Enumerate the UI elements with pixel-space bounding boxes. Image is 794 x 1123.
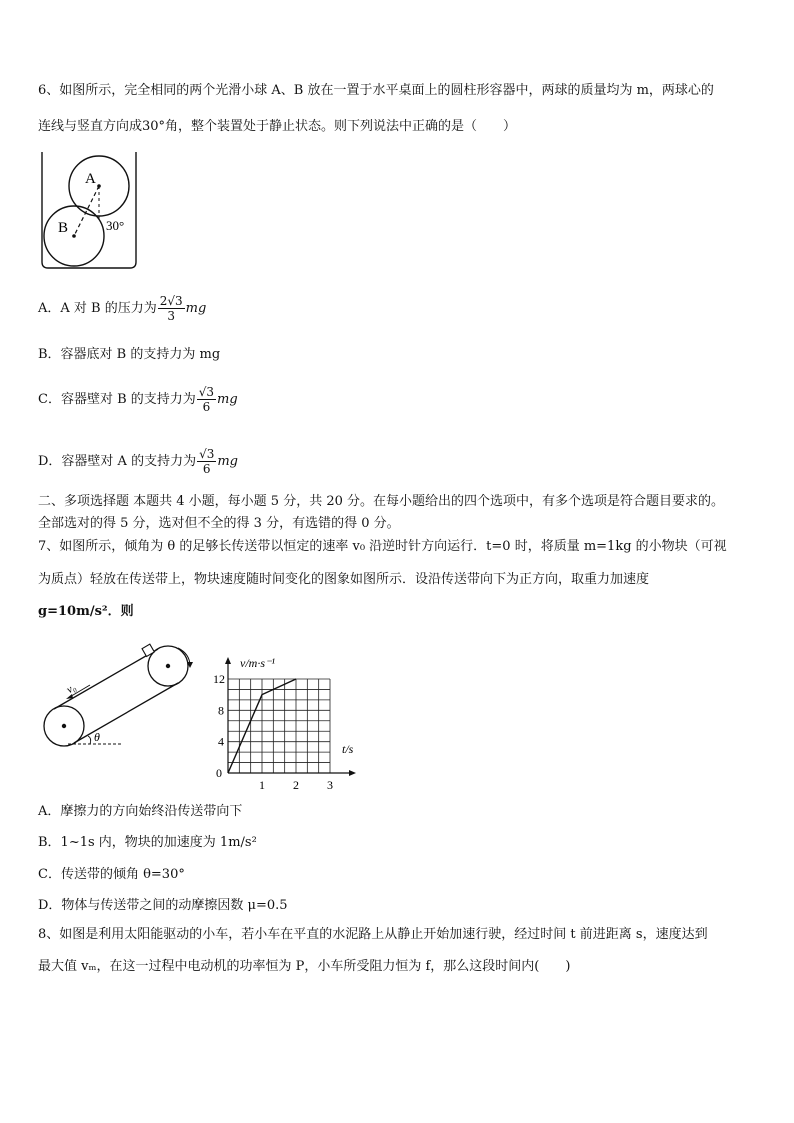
fraction-numerator: 2√3 (159, 294, 183, 308)
q6-container-figure (38, 150, 148, 275)
fraction-denominator: 6 (202, 462, 211, 476)
q7-option-b[interactable]: B．1~1s 内，物块的加速度为 1m/s² (38, 835, 257, 850)
belt-top (54, 649, 158, 709)
upper-pulley-axle (166, 664, 170, 668)
x-axis-label: t/s (342, 742, 354, 756)
lower-pulley-axle (62, 724, 66, 728)
q7-stem-line2: 为质点）轻放在传送带上，物块速度随时间变化的图象如图所示．设沿传送带向下为正方向，取重力加速度 (38, 572, 650, 587)
q6-option-c-fraction (197, 385, 216, 414)
y-tick-label: 8 (218, 703, 224, 718)
ball-b-label: B (58, 220, 69, 236)
block (142, 644, 154, 656)
belt-bottom (74, 683, 178, 743)
x-tick-label: 1 (259, 778, 265, 792)
y-axis-label: v/m·s⁻¹ (240, 656, 275, 670)
q8-stem-line2: 最大值 vₘ，在这一过程中电动机的功率恒为 P，小车所受阻力恒为 f，那么这段时间内( ) (38, 959, 571, 974)
fraction-denominator: 6 (202, 400, 211, 414)
y-axis-arrow (225, 657, 231, 664)
fraction-denominator: 3 (167, 309, 176, 323)
q7-stem-line1: 7、如图所示，倾角为 θ 的足够长传送带以恒定的速率 v₀ 沿逆时针方向运行．t=0 时，将质量 m=1kg 的小物块（可视 (38, 539, 727, 554)
origin-label: 0 (216, 766, 222, 780)
q6-option-d-fraction (197, 447, 216, 476)
q6-option-d[interactable] (38, 447, 238, 476)
theta-label: θ (94, 730, 100, 744)
vt-graph (210, 648, 360, 792)
fraction-numerator: √3 (198, 385, 215, 399)
v0-label: v₀ (64, 681, 79, 697)
x-axis-arrow (349, 770, 356, 776)
q6-option-a[interactable] (38, 294, 206, 323)
angle-label: 30° (106, 218, 125, 233)
mg-symbol: mg (185, 301, 207, 316)
q6-option-d-text: D．容器壁对 A 的支持力为 (38, 454, 197, 469)
center-line (74, 186, 99, 236)
y-tick-label: 12 (213, 672, 225, 686)
y-tick-label: 4 (218, 734, 224, 749)
q7-option-a[interactable]: A．摩擦力的方向始终沿传送带向下 (38, 804, 243, 819)
section2-line1: 二、多项选择题 本题共 4 小题，每小题 5 分，共 20 分。在每小题给出的四个选项中，有多个选项是符合题目要求的。 (38, 494, 725, 509)
q8-stem-line1: 8、如图是利用太阳能驱动的小车，若小车在平直的水泥路上从静止开始加速行驶，经过时间 t 前进距离 s，速度达到 (38, 927, 708, 942)
mg-symbol: mg (217, 392, 238, 407)
conveyor-belt-figure (40, 640, 200, 750)
q6-option-a-text: A．A 对 B 的压力为 (38, 301, 157, 316)
q7-option-d[interactable]: D．物体与传送带之间的动摩擦因数 μ=0.5 (38, 898, 288, 913)
q6-option-c-text: C．容器壁对 B 的支持力为 (38, 392, 196, 407)
q6-option-c[interactable] (38, 385, 238, 414)
fraction-numerator: √3 (199, 447, 215, 461)
q6-option-b[interactable]: B．容器底对 B 的支持力为 mg (38, 347, 221, 362)
q6-option-a-fraction (158, 294, 185, 323)
section2-line2: 全部选对的得 5 分，选对但不全的得 3 分，有选错的得 0 分。 (38, 516, 400, 531)
q6-stem-line2: 连线与竖直方向成30°角，整个装置处于静止状态。则下列说法中正确的是（ ） (38, 119, 517, 134)
mg-symbol: mg (217, 454, 239, 469)
x-tick-label: 2 (293, 778, 299, 792)
x-tick-label: 3 (327, 778, 333, 792)
q7-option-c[interactable]: C．传送带的倾角 θ=30° (38, 867, 185, 882)
theta-arc (88, 736, 91, 744)
ball-a-label: A (85, 171, 96, 187)
q7-stem-line3: g=10m/s²．则 (38, 604, 134, 619)
q6-stem-line1: 6、如图所示，完全相同的两个光滑小球 A、B 放在一置于水平桌面上的圆柱形容器中，两球的质量均为 m，两球心的 (38, 83, 714, 98)
